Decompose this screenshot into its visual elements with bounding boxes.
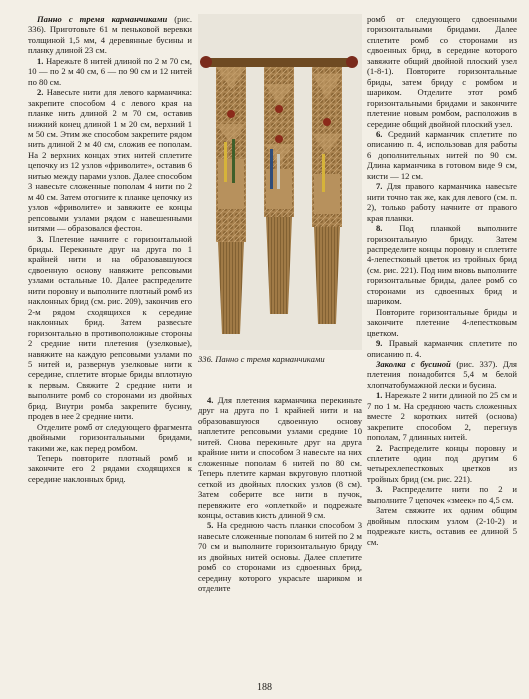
page-number: 188 <box>257 682 272 693</box>
section-heading: Заколка с бусиной <box>376 358 451 369</box>
wooden-dowel <box>204 58 354 67</box>
clip-step-2: 2. Распределите концы поровну и сплетите один под другим 6 четырехлепестковых цветков из тройных брид (см. рис. 221). <box>367 442 517 484</box>
step-3: 3. Плетение начните с горизонтальной бриды. Перекиньте друг на друга по 1 крайней нити и на образовавшуюся сдвоенную основу навяжите репсовыми узлами остальные 10. Далее распределите нити поровну и выполните плотный ромб из наклонных брид (см. рис. 209), закончив его 2-м рядом сходящихся к середине наклонных брид. Затем развесьте горизонтально в противоположные стороны 2 средние нити плетения (узелковые), навяжите на каждую репсовыми узлами по 5 нитей и, развернув узелковые нити к середине, сплетите вторые бриды вплотную к первым. Свяжите 2 средние нити и выполните ромб со сторонами из двойных брид. Внутри ромба закрепите бусину, продев в нее 2 средние нити. <box>28 233 192 422</box>
step-1: 1. Нарежьте 8 нитей длиной по 2 м 70 см, 10 — по 2 м 40 см, 6 — по 90 см и 12 нитей по 80 см. <box>28 55 192 87</box>
paragraph-intro: Панно с тремя карманчиками (рис. 336). Приготовьте 61 м пеньковой веревки толщиной 1,5 мм, 4 деревянные бусины и планку длиной 23 см. <box>28 14 192 56</box>
paragraph-clip-intro: Заколка с бусиной (рис. 337). Для плетения понадобится 5,4 м белой хлопчатобумажной лески и бусина. <box>367 358 517 390</box>
clip-step-3: 3. Распределите нити по 2 и выполните 7 цепочек «змеек» по 4,5 см. <box>367 484 517 505</box>
figure-caption: 336. Панно с тремя карманчиками <box>198 354 325 364</box>
step-8: 8. Под планкой выполните горизонтальную бриду. Затем распределите концы поровну и сплетите 4-лепестковый цветок из тройных брид (см. рис. 221). Под ним вновь выполните горизонтальные бриды, далее ромб со сторонами из сдвоенных брид и шариком. <box>367 223 518 307</box>
step-5: 5. На среднюю часть планки способом 3 навесьте сложенные пополам 6 нитей по 2 м 70 см и выполните горизонтальную бриду из двойных нитей основы. Далее сплетите ромб со сторонами из сдвоенных брид, середину которого украсьте шариком и отделите <box>198 520 362 594</box>
step-9: 9. Правый карманчик сплетите по описанию п. 4. <box>367 338 517 359</box>
step-4: 4. Для плетения карманчика перекиньте друг на друга по 1 крайней нити и на образовавшуюся сдвоенную основу наплетите репсовыми узлами средние 10 нитей. Снова перекиньте друг на друга крайние нити и способом 3 навесьте на них сложенные пополам 6 нитей по 80 см. Теперь плетите карман вкруговую плотной сеткой из двойных плоских узлов (8 см). Затем соберите все нити в пучок, перевяжите его «оплеткой» и подрежьте концы, оставив кисть длиной 9 см. <box>198 395 362 520</box>
step-2: 2. Навесьте нити для левого карманчика: закрепите способом 4 с левого края на планке нить длиной 2 м 70 см, оставив нижний конец длиной 1 м 20 см, верхний 1 м 50 см. Этим же способом закрепите рядом нить длиной 2 м 40 см, сложив ее пополам. На 2 верхних концах этих нитей сплетите цепочку из 12 узлов «фриволите», оставив 6 нитью между парами узлов. Далее способом 3 навесьте сложенные пополам 4 нити по 2 м 40 см. Затем отогните к планке цепочку из узлов «фриволите» и завяжите ее концы репсовыми узлами рядом с навешенными нитями — образовался фестон. <box>28 87 192 234</box>
paragraph: Теперь повторите плотный ромб и закончите его 2 рядами сходящихся к середине наклонных брид. <box>28 453 192 484</box>
macrame-panel-illustration <box>198 14 362 350</box>
right-hanging-strip <box>312 67 342 324</box>
paragraph: Отделите ромб от следующего фрагмента двойными горизонтальными бридами, такими же, как перед ромбом. <box>28 421 192 453</box>
step-7: 7. Для правого карманчика навесьте нити точно так же, как для левого (см. п. 2), только работу начните от правого края планки. <box>367 181 517 223</box>
middle-hanging-strip <box>264 67 294 314</box>
paragraph: Затем свяжите их одним общим двойным плоским узлом (2-10-2) и подрежьте кисть, оставив ее длиной 5 см. <box>367 505 517 547</box>
clip-step-1: 1. Нарежьте 2 нити длиной по 25 см и 7 по 1 м. На среднюю часть сложенных вместе 2 коротких нитей (основа) закрепите способом 2, перегнув пополам, 7 длинных нитей. <box>367 390 517 443</box>
section-heading: Панно с тремя карманчиками <box>37 14 168 24</box>
paragraph: ромб от следующего сдвоенными горизонтальными бридами. Далее сплетите ромб со сторонами из сдвоенных брид, в середине которого завяжите общий двойной плоский узел (1-8-1). Повторите горизонтальные бриды, затем бриду с ромбом и шариком. Отделите этот ромб горизонтальными бридами и закончите плетение новым ромбом, расположив в середине общий двойной плоский узел. <box>367 14 517 129</box>
left-hanging-strip <box>216 67 246 334</box>
step-6: 6. Средний карманчик сплетите по описанию п. 4, использовав для работы 6 дополнительных нитей по 90 см. Длина карманчика в готовом виде 9 см, кисти — 12 см. <box>367 128 517 181</box>
paragraph: Повторите горизонтальные бриды и закончите плетение 4-лепестковым цветком. <box>367 306 517 338</box>
text-column-right <box>367 14 517 547</box>
figure-macrame-panel-photo <box>198 14 362 350</box>
text-column-middle <box>198 395 362 594</box>
text-column-left <box>28 14 192 484</box>
